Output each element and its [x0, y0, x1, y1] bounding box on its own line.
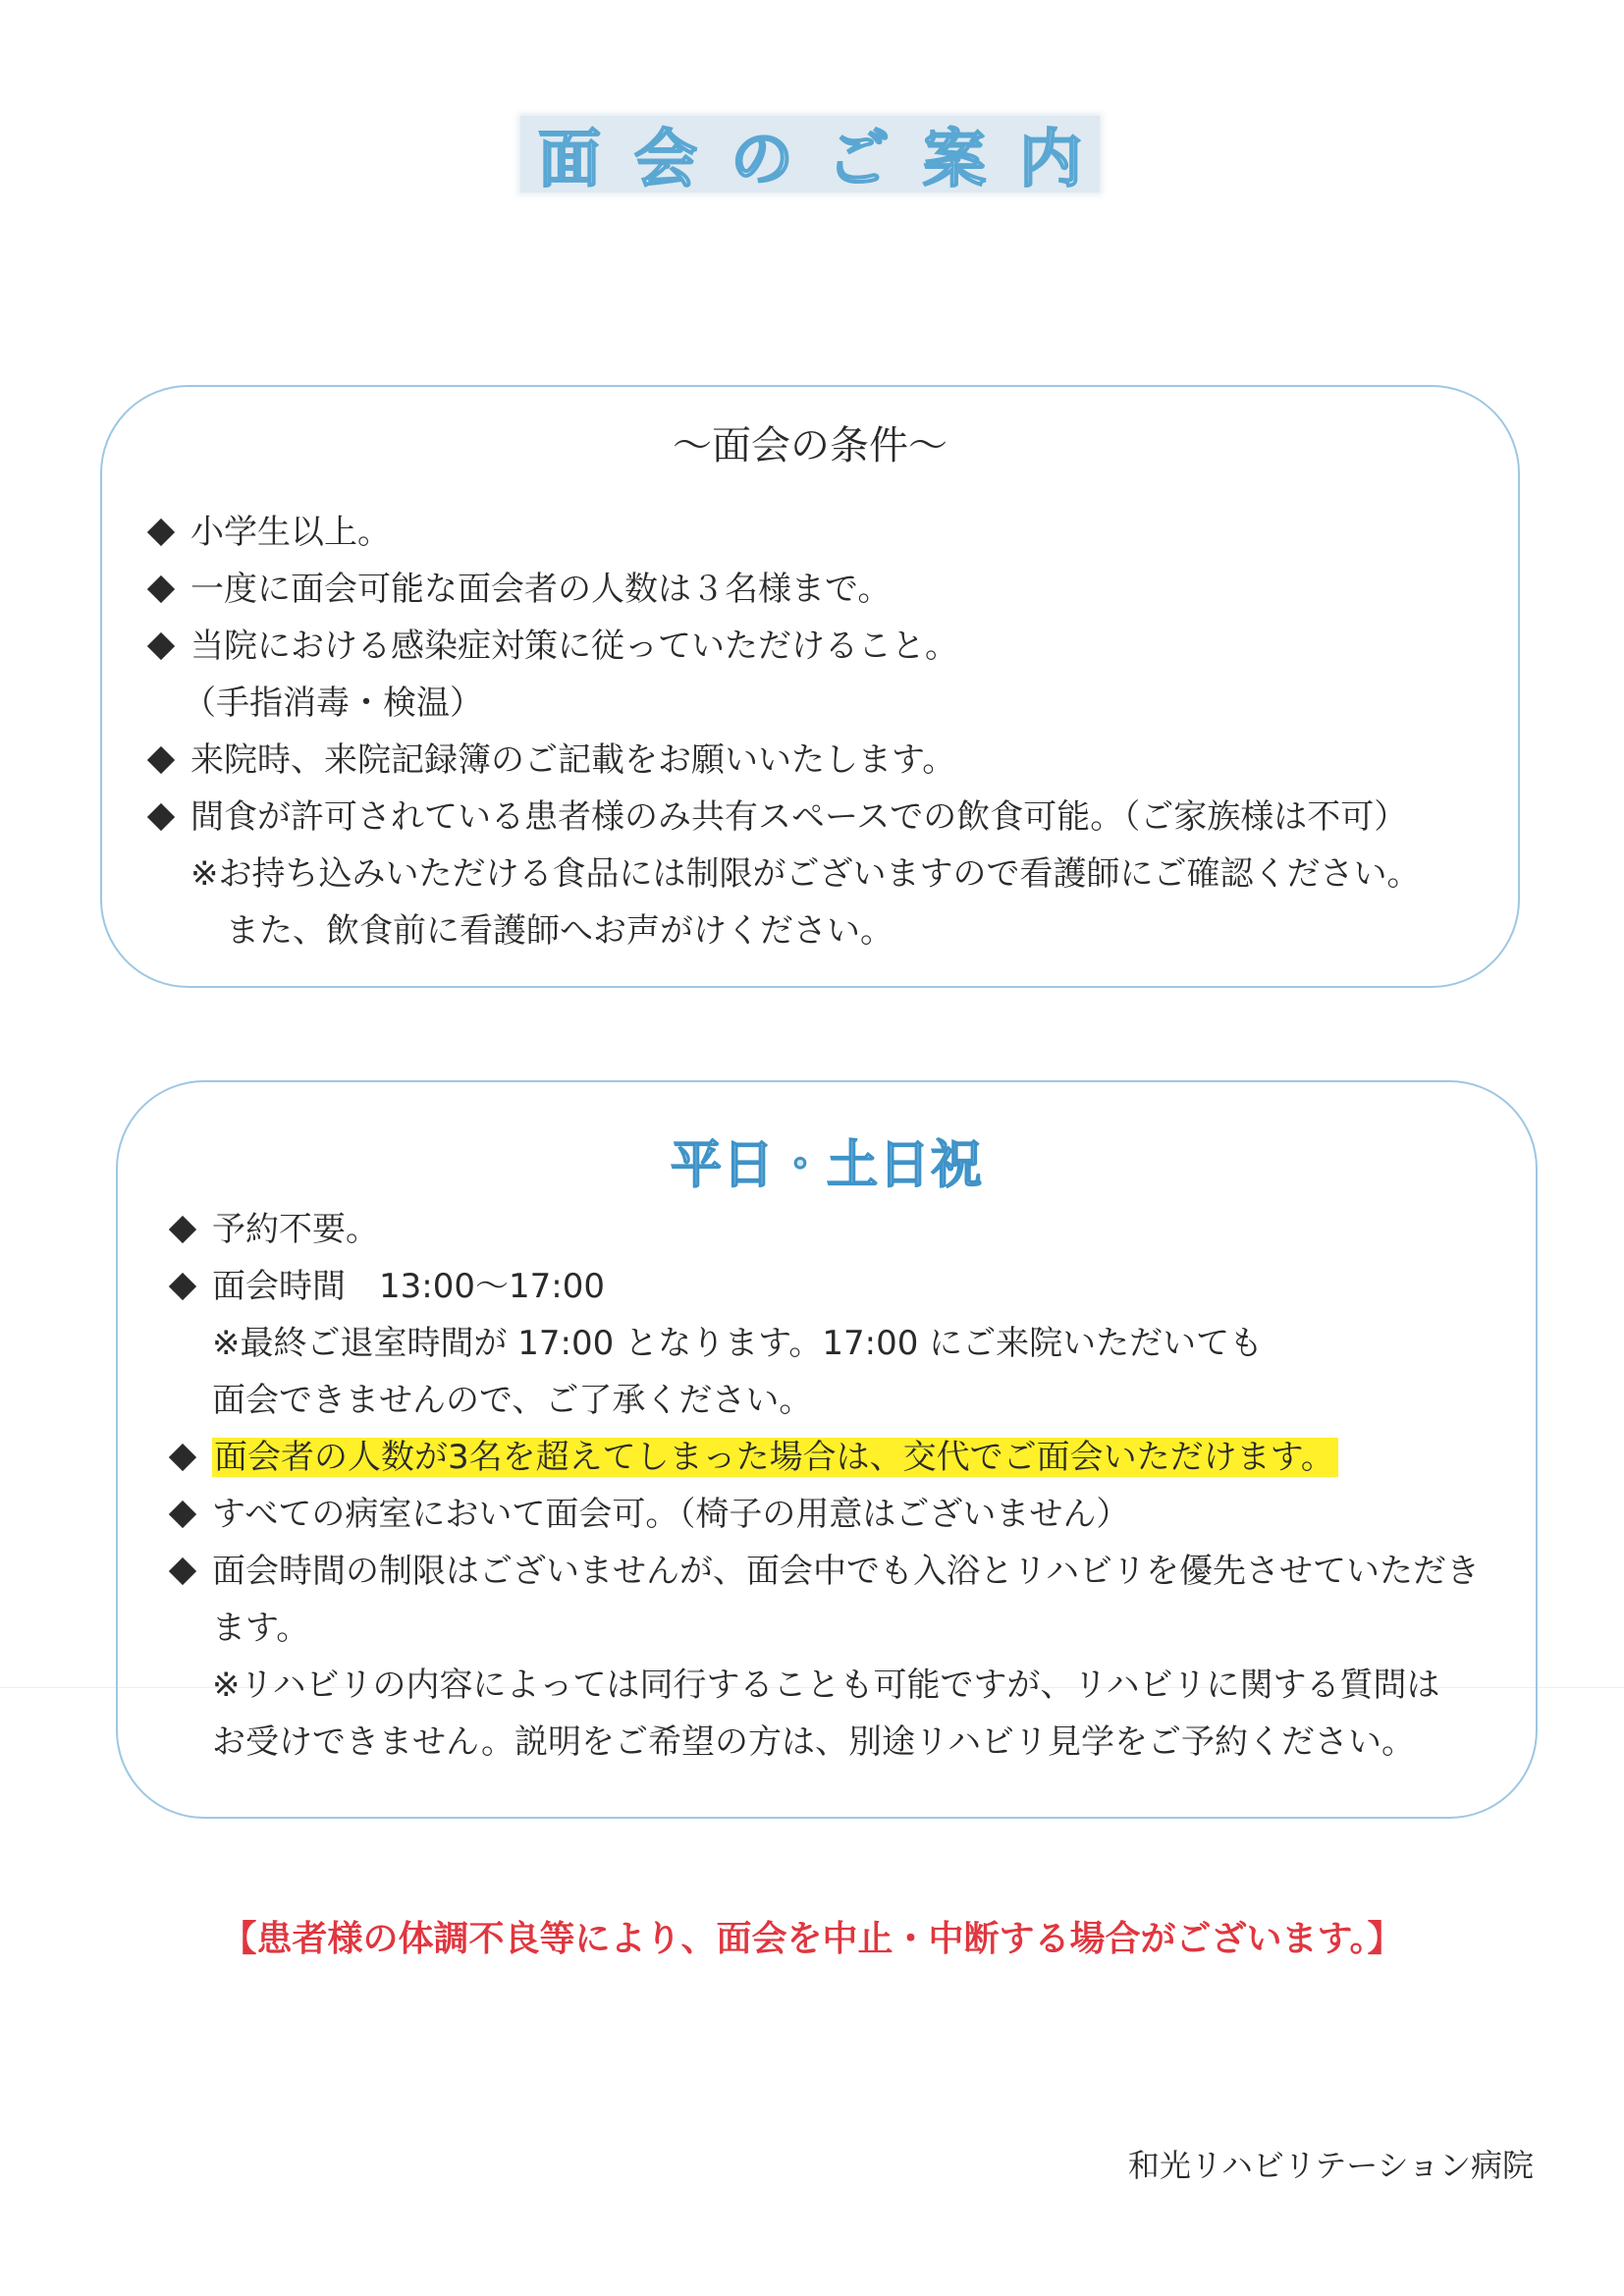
- schedule-line: ます。: [212, 1609, 310, 1648]
- highlight-marker: 面会者の人数が3名を超えてしまった場合は、交代でご面会いただけます。: [212, 1438, 1338, 1477]
- conditions-line: ※お持ち込みいただける食品には制限がございますので看護師にご確認ください。: [190, 854, 1421, 894]
- schedule-line: 面会時間 13:00～17:00: [212, 1267, 605, 1306]
- hospital-name: 和光リハビリテーション病院: [1127, 2147, 1534, 2184]
- bullet-diamond-icon: [147, 746, 175, 774]
- conditions-box: [100, 385, 1520, 988]
- cancellation-notice: 【患者様の体調不良等により、面会を中止・中断する場合がございます。】: [221, 1919, 1403, 1959]
- conditions-line: 来院時、来院記録簿のご記載をお願いいたします。: [190, 740, 956, 780]
- schedule-line: ※最終ご退室時間が 17:00 となります。17:00 にご来院いただいても: [212, 1324, 1264, 1363]
- page-title: 面会のご案内: [520, 116, 1100, 192]
- schedule-line: 面会できませんので、ご了承ください。: [212, 1381, 813, 1420]
- schedule-line: お受けできません。説明をご希望の方は、別途リハビリ見学をご予約ください。: [212, 1722, 1416, 1762]
- conditions-line: 当院における感染症対策に従っていただけること。: [190, 627, 958, 666]
- conditions-line: 間食が許可されている患者様のみ共有スペースでの飲食可能。（ご家族様は不可）: [190, 797, 1408, 837]
- conditions-line: また、飲食前に看護師へお声がけください。: [226, 911, 893, 951]
- bullet-diamond-icon: [169, 1273, 196, 1300]
- bullet-diamond-icon: [169, 1501, 196, 1528]
- schedule-line: すべての病室において面会可。（椅子の用意はございません）: [212, 1495, 1130, 1534]
- schedule-line-highlighted: [212, 1436, 1338, 1479]
- schedule-line: ※リハビリの内容によっては同行することも可能ですが、リハビリに関する質問は: [212, 1666, 1440, 1705]
- schedule-heading: 平日・土日祝: [670, 1136, 983, 1195]
- schedule-box: [116, 1080, 1538, 1819]
- schedule-line: 面会時間の制限はございませんが、面会中でも入浴とリハビリを優先させていただき: [212, 1552, 1480, 1591]
- bullet-diamond-icon: [147, 575, 175, 603]
- bullet-diamond-icon: [169, 1444, 196, 1471]
- conditions-line: 一度に面会可能な面会者の人数は３名様まで。: [190, 570, 892, 609]
- conditions-line: 小学生以上。: [190, 513, 391, 552]
- conditions-line: （手指消毒・検温）: [183, 683, 483, 723]
- schedule-line: 予約不要。: [212, 1210, 379, 1249]
- conditions-heading: ～面会の条件～: [673, 423, 947, 468]
- bullet-diamond-icon: [147, 803, 175, 831]
- bullet-diamond-icon: [169, 1216, 196, 1243]
- bullet-diamond-icon: [169, 1558, 196, 1585]
- bullet-diamond-icon: [147, 519, 175, 546]
- bullet-diamond-icon: [147, 632, 175, 660]
